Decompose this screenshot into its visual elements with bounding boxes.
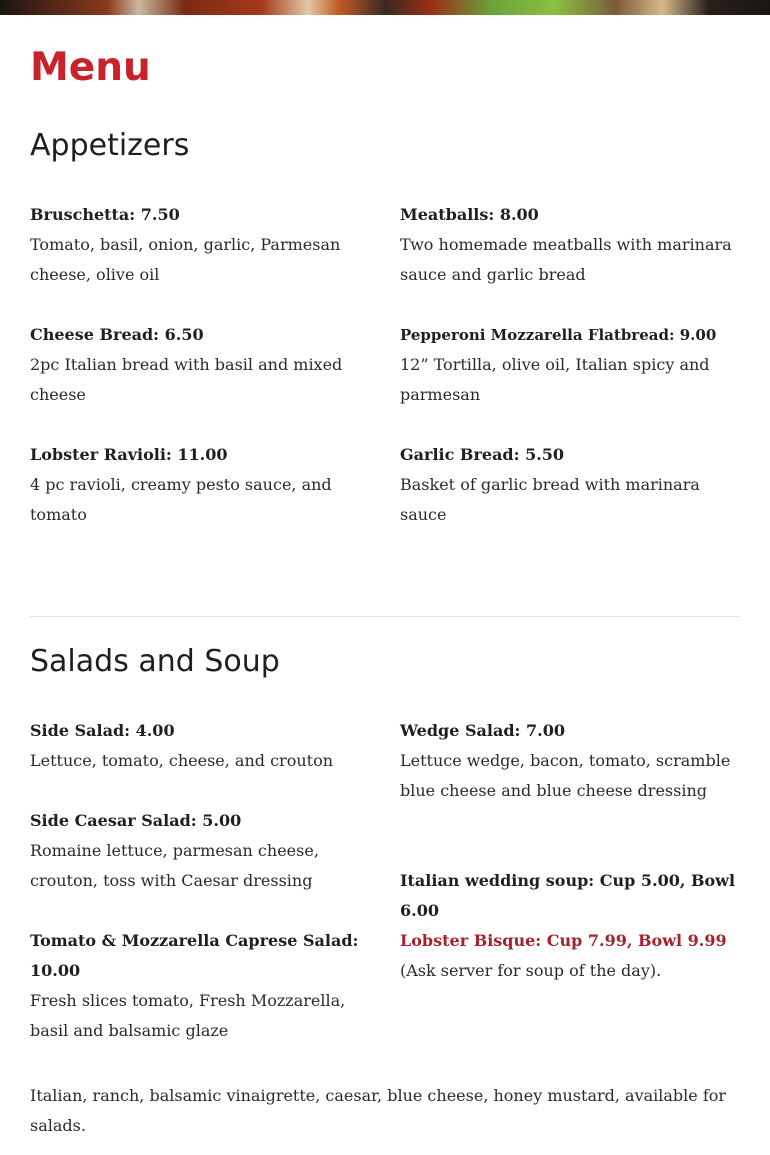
dressing-note: Italian, ranch, balsamic vinaigrette, caesar, blue cheese, honey mustard, available for salads. bbox=[30, 1086, 727, 1135]
item-name: Side Salad: 4.00 bbox=[30, 721, 175, 740]
item-description: Basket of garlic bread with marinara sauce bbox=[400, 475, 700, 524]
item-description: (Ask server for soup of the day). bbox=[400, 961, 662, 980]
menu-item bbox=[30, 926, 370, 1046]
item-description: Two homemade meatballs with marinara sauce and garlic bread bbox=[400, 235, 732, 284]
menu-item bbox=[30, 440, 370, 530]
menu-item bbox=[30, 716, 370, 776]
item-name: Wedge Salad: 7.00 bbox=[400, 721, 565, 740]
item-name: Lobster Ravioli: 11.00 bbox=[30, 445, 228, 464]
item-name: Tomato & Mozzarella Caprese Salad: 10.00 bbox=[30, 931, 359, 980]
menu-item bbox=[400, 200, 740, 290]
item-description: Romaine lettuce, parmesan cheese, crouton, toss with Caesar dressing bbox=[30, 841, 319, 890]
menu-item-soups bbox=[400, 866, 740, 986]
menu-item bbox=[30, 200, 370, 290]
item-description: Tomato, basil, onion, garlic, Parmesan cheese, olive oil bbox=[30, 235, 341, 284]
menu-item bbox=[400, 716, 740, 806]
item-name: Side Caesar Salad: 5.00 bbox=[30, 811, 242, 830]
item-name: Cheese Bread: 6.50 bbox=[30, 325, 204, 344]
menu-item bbox=[400, 320, 760, 410]
lobster-bisque-highlight: Lobster Bisque: Cup 7.99, Bowl 9.99 bbox=[400, 931, 727, 950]
section-title-salads: Salads and Soup bbox=[30, 644, 280, 679]
item-name: Pepperoni Mozzarella Flatbread: 9.00 bbox=[400, 326, 717, 344]
item-name: Meatballs: 8.00 bbox=[400, 205, 539, 224]
item-description: 4 pc ravioli, creamy pesto sauce, and tomato bbox=[30, 475, 332, 524]
item-name: Garlic Bread: 5.50 bbox=[400, 445, 565, 464]
item-description: Lettuce, tomato, cheese, and crouton bbox=[30, 751, 334, 770]
hero-food-banner bbox=[0, 0, 770, 15]
item-description: Fresh slices tomato, Fresh Mozzarella, basil and balsamic glaze bbox=[30, 991, 346, 1040]
item-name: Italian wedding soup: Cup 5.00, Bowl 6.00 bbox=[400, 871, 736, 920]
section-title-appetizers: Appetizers bbox=[30, 128, 190, 163]
item-description: 2pc Italian bread with basil and mixed cheese bbox=[30, 355, 343, 404]
menu-item bbox=[30, 320, 370, 410]
section-divider bbox=[30, 616, 740, 617]
item-description: 12” Tortilla, olive oil, Italian spicy and parmesan bbox=[400, 355, 710, 404]
page-title: Menu bbox=[30, 45, 151, 90]
menu-item bbox=[400, 440, 740, 530]
item-name: Bruschetta: 7.50 bbox=[30, 205, 180, 224]
menu-item bbox=[30, 806, 370, 896]
item-description: Lettuce wedge, bacon, tomato, scramble blue cheese and blue cheese dressing bbox=[400, 751, 731, 800]
